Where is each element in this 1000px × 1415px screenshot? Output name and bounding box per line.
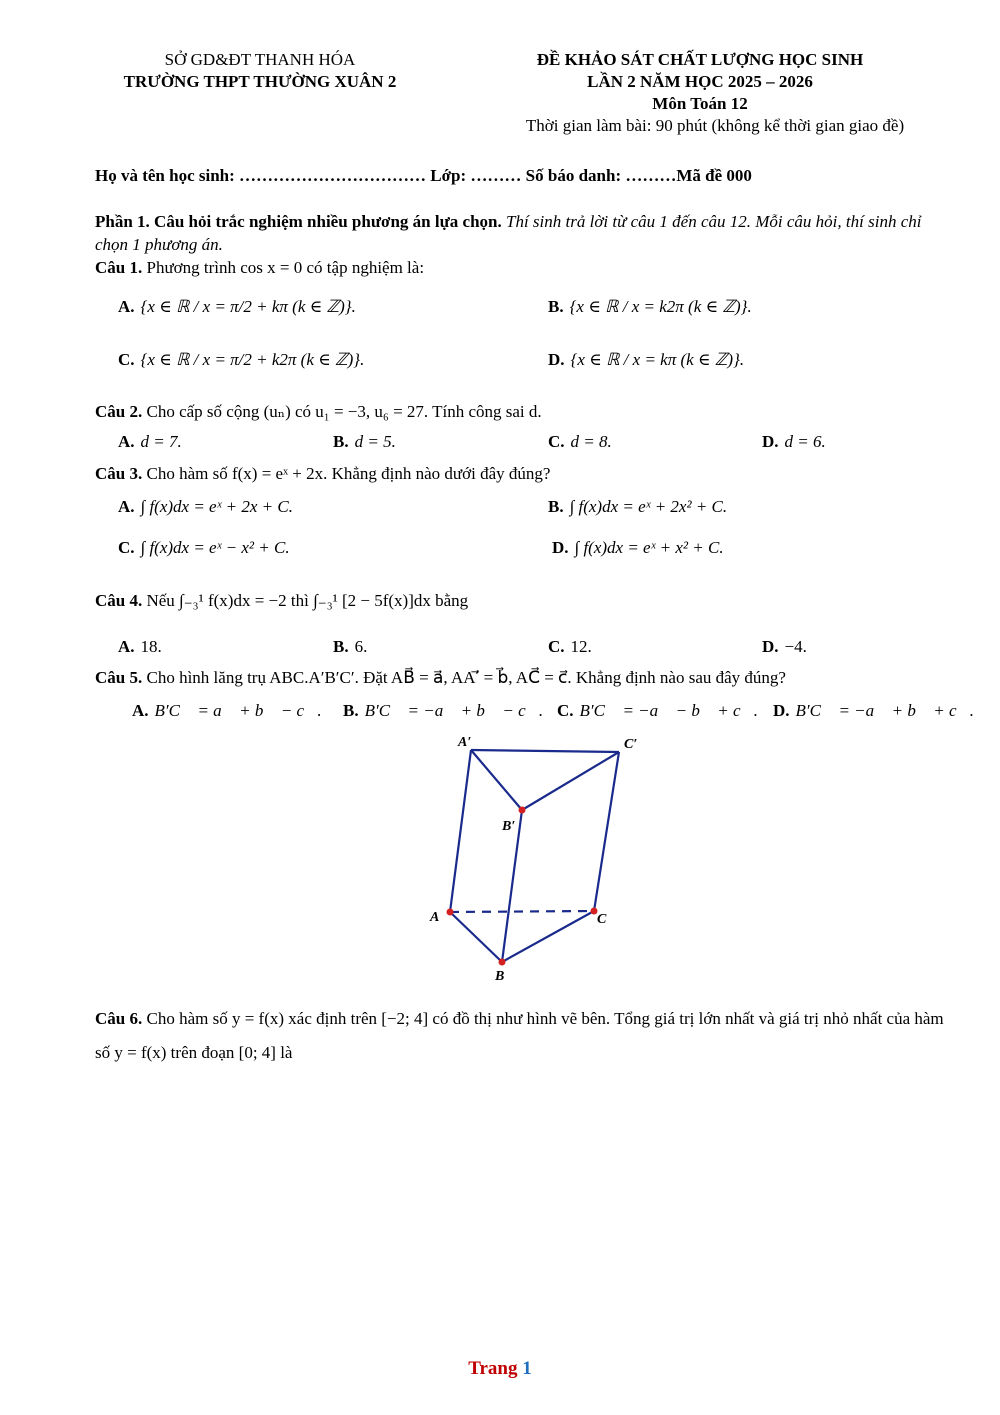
option-text: d = 5. [354,432,396,451]
edge-a-a1 [450,750,471,912]
option-text: B′C⃗ = −a⃗ − b⃗ + c⃗. [579,701,759,720]
header-duration: Thời gian làm bài: 90 phút (không kể thời gian giao đề) [525,116,905,135]
option-text: {x ∈ ℝ / x = k2π (k ∈ ℤ)}. [569,297,752,316]
option-label: C. [118,538,135,557]
option-label: A. [118,297,135,316]
option-text: ∫ f(x)dx = eˣ + x² + C. [574,538,724,557]
part1-title: Phần 1. Câu hỏi trắc nghiệm nhiều phương án lựa chọn. [95,212,502,231]
option-label: D. [548,350,565,369]
option-text: 12. [570,637,592,656]
question-text: Phương trình cos x = 0 có tập nghiệm là: [146,258,425,277]
header-exam-round: LẦN 2 NĂM HỌC 2025 – 2026 [587,72,813,91]
edge-b1-c1 [522,752,619,810]
option-text: 18. [140,637,162,656]
option-label: C. [548,432,565,451]
question-label: Câu 1. [95,258,143,277]
label-b1: B′ [502,819,516,834]
option-label: D. [762,432,779,451]
point-b1 [519,807,526,814]
label-c1: C′ [624,737,638,752]
option-label: D. [762,637,779,656]
option-label: C. [118,350,135,369]
option-label: A. [118,497,135,516]
label-a: A [430,910,440,925]
question-6 [95,1002,957,1070]
question-label: Câu 6. [95,1009,143,1028]
option-label: C. [557,701,574,720]
option-text: −4. [784,637,807,656]
option-text: B′C⃗ = −a⃗ + b⃗ + c⃗. [795,701,975,720]
page-footer [0,1358,1000,1380]
question-label: Câu 2. [95,402,143,421]
option-label: B. [333,432,349,451]
label-b: B [495,969,505,984]
header-exam-title: ĐỀ KHẢO SÁT CHẤT LƯỢNG HỌC SINH [536,50,864,69]
question-text: Cho hàm số y = f(x) xác định trên [−2; 4] có đồ thị như hình vẽ bên. Tổng giá trị lớn nhất và giá trị nhỏ nhất của hàm số y = f(x) trên đoạn [0; 4] là [95,1009,944,1062]
student-id-field[interactable]: Số báo danh: ……… [525,166,677,185]
option-text: d = 7. [140,432,182,451]
option-text: d = 6. [784,432,826,451]
edge-c-c1 [594,752,619,911]
option-text: ∫ f(x)dx = eˣ + 2x + C. [140,497,293,516]
question-text: Cho hàm số f(x) = eˣ + 2x. Khẳng định nào dưới đây đúng? [146,464,551,483]
edge-a-c-hidden [450,911,594,912]
label-c: C [597,912,607,927]
header-department: SỞ GD&ĐT THANH HÓA [164,50,356,69]
footer-page-number: 1 [522,1358,532,1379]
edge-a1-b1 [471,750,522,810]
exam-code: Mã đề 000 [676,166,752,185]
option-label: A. [132,701,149,720]
option-text: {x ∈ ℝ / x = kπ (k ∈ ℤ)}. [570,350,745,369]
question-label: Câu 3. [95,464,143,483]
option-label: A. [118,432,135,451]
question-label: Câu 5. [95,668,143,687]
option-text: ∫ f(x)dx = eˣ + 2x² + C. [569,497,728,516]
option-text: 6. [354,637,368,656]
option-label: B. [548,497,564,516]
edge-b-c [502,911,594,962]
footer-page-word: Trang [468,1358,518,1379]
question-label: Câu 4. [95,591,143,610]
part1-instruction: Thí sinh trả lời từ câu 1 đến câu 12. Mỗi câu hỏi, thí sinh chỉ chọn 1 phương án. [95,212,922,254]
option-text: B′C⃗ = −a⃗ + b⃗ − c⃗. [364,701,544,720]
label-a1: A′ [458,735,472,750]
point-a [447,909,454,916]
option-label: D. [552,538,569,557]
option-label: B. [548,297,564,316]
option-text: d = 8. [570,432,612,451]
question-text: Cho cấp số cộng (uₙ) có u₁ = −3, u₆ = 27. Tính công sai d. [146,402,542,421]
student-name-field[interactable]: Họ và tên học sinh: …………………………… [95,166,427,185]
option-label: B. [333,637,349,656]
question-text: Nếu ∫₋₃¹ f(x)dx = −2 thì ∫₋₃¹ [2 − 5f(x)]dx bằng [146,591,469,610]
option-label: A. [118,637,135,656]
header-school: TRƯỜNG THPT THƯỜNG XUÂN 2 [123,72,397,91]
edge-a-b [450,912,502,962]
option-text: {x ∈ ℝ / x = π/2 + kπ (k ∈ ℤ)}. [140,297,356,316]
option-text: {x ∈ ℝ / x = π/2 + k2π (k ∈ ℤ)}. [140,350,365,369]
edge-a1-c1 [471,750,619,752]
point-b [499,959,506,966]
header-subject: Môn Toán 12 [652,94,748,113]
option-text: B′C⃗ = a⃗ + b⃗ − c⃗. [154,701,322,720]
option-text: ∫ f(x)dx = eˣ − x² + C. [140,538,290,557]
option-label: D. [773,701,790,720]
question-text: Cho hình lăng trụ ABC.A′B′C′. Đặt AB⃗ = a⃗, AA′⃗ = b⃗, AC⃗ = c⃗. Khẳng định nào sau đây đúng? [146,668,786,687]
option-label: B. [343,701,359,720]
student-class-field[interactable]: Lớp: ……… [430,166,522,185]
option-label: C. [548,637,565,656]
